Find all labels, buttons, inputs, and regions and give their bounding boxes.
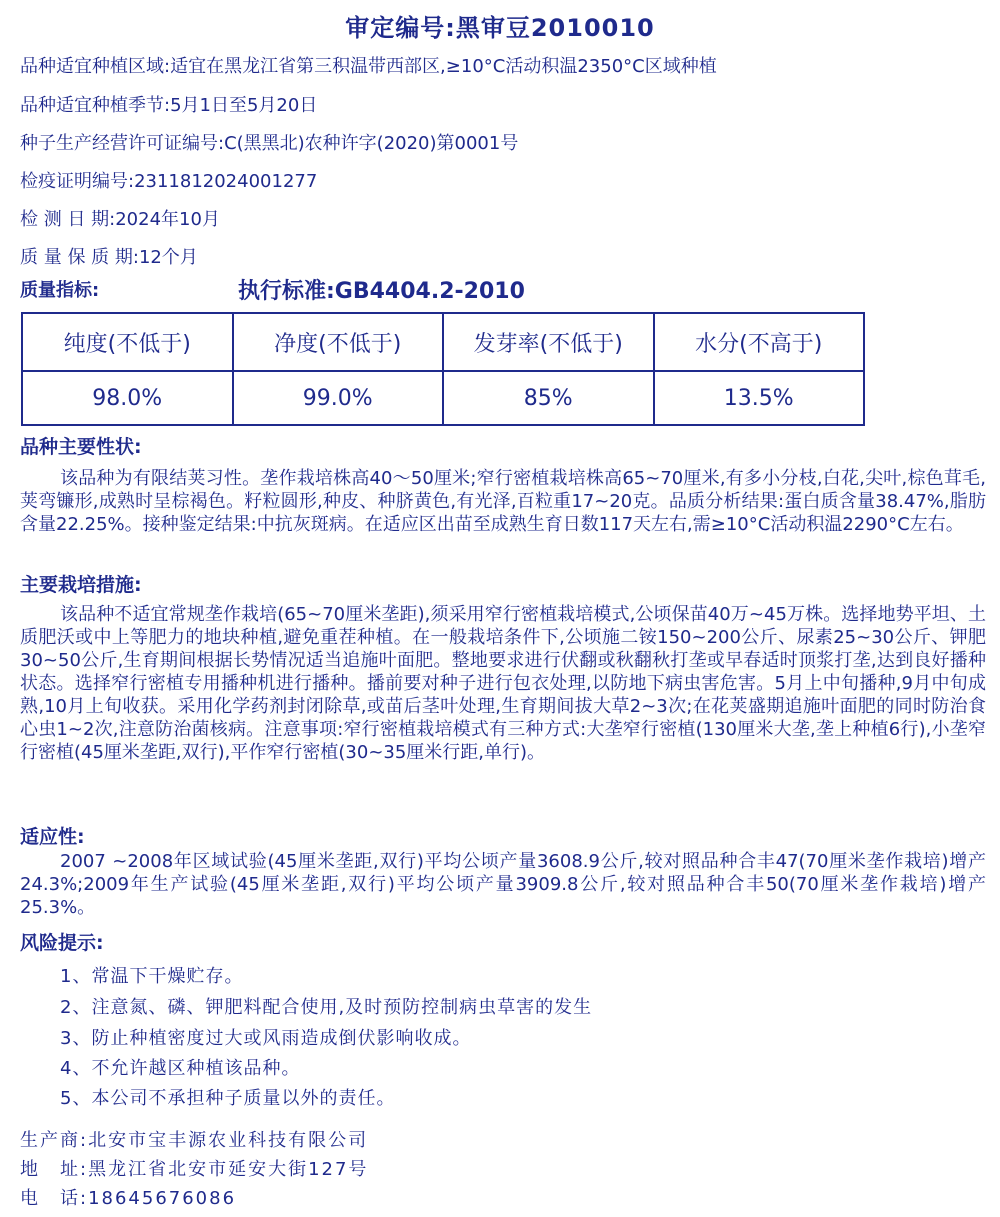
header-cleanliness: 净度(不低于)	[233, 313, 444, 371]
risk-item: 2、注意氮、磷、钾肥料配合使用,及时预防控制病虫草害的发生	[60, 997, 593, 1018]
quality-table	[21, 312, 865, 426]
header-germination: 发芽率(不低于)	[443, 313, 654, 371]
risk-heading: 风险提示:	[20, 932, 104, 954]
adaptability-heading: 适应性:	[20, 826, 85, 848]
traits-heading: 品种主要性状:	[20, 436, 142, 458]
value-germination: 85%	[443, 371, 654, 425]
risk-item: 3、防止种植密度过大或风雨造成倒伏影响收成。	[60, 1028, 472, 1049]
value-purity: 98.0%	[22, 371, 233, 425]
test-date-line: 检 测 日 期:2024年10月	[20, 209, 220, 230]
quality-standard-row	[20, 274, 920, 302]
quality-table-value-row	[22, 371, 864, 425]
value-moisture: 13.5%	[654, 371, 865, 425]
planting-region-line: 品种适宜种植区域:适宜在黑龙江省第三积温带西部区,≥10°C活动积温2350°C区域种植	[20, 56, 717, 77]
risk-item: 5、本公司不承担种子质量以外的责任。	[60, 1088, 396, 1109]
planting-season-line: 品种适宜种植季节:5月1日至5月20日	[20, 95, 318, 116]
header-purity: 纯度(不低于)	[22, 313, 233, 371]
license-number-line: 种子生产经营许可证编号:C(黑黑北)农种许字(2020)第0001号	[20, 133, 519, 154]
shelf-life-line: 质 量 保 质 期:12个月	[20, 247, 198, 268]
cultivation-paragraph: 该品种不适宜常规垄作栽培(65~70厘米垄距),须采用窄行密植栽培模式,公顷保苗40万~45万株。选择地势平坦、土质肥沃或中上等肥力的地块种植,避免重茬种植。在一般栽培条件下,公顷施二铵150~200公斤、尿素25~30公斤、钾肥30~50公斤,生育期间根据长势情况适当追施叶面肥。整地要求进行伏翻或秋翻秋打垄或早春适时顶浆打垄,达到良好播种状态。选择窄行密植专用播种机进行播种。播前要对种子进行包衣处理,以防地下病虫害危害。5月上中旬播种,9月中旬成熟,10月上旬收获。采用化学药剂封闭除草,或苗后茎叶处理,生育期间拔大草2~3次;在花荚盛期追施叶面肥的同时防治食心虫1~2次,注意防治菌核病。注意事项:窄行密植栽培模式有三种方式:大垄窄行密植(130厘米大垄,垄上种植6行),小垄窄行密植(45厘米垄距,双行),平作窄行密植(30~35厘米行距,单行)。	[20, 604, 986, 763]
value-cleanliness: 99.0%	[233, 371, 444, 425]
risk-item: 1、常温下干燥贮存。	[60, 966, 244, 987]
execution-standard: 执行标准:GB4404.2-2010	[238, 279, 525, 304]
cultivation-heading: 主要栽培措施:	[20, 574, 142, 596]
header-moisture: 水分(不高于)	[654, 313, 865, 371]
quality-table-header-row	[22, 313, 864, 371]
risk-item: 4、不允许越区种植该品种。	[60, 1058, 301, 1079]
traits-paragraph: 该品种为有限结荚习性。垄作栽培株高40～50厘米;窄行密植栽培株高65~70厘米,有多小分枝,白花,尖叶,棕色茸毛,荚弯镰形,成熟时呈棕褐色。籽粒圆形,种皮、种脐黄色,有光泽,百粒重17~20克。品质分析结果:蛋白质含量38.47%,脂肪含量22.25%。接种鉴定结果:中抗灰斑病。在适应区出苗至成熟生育日数117天左右,需≥10°C活动积温2290°C左右。	[20, 468, 986, 535]
address-line: 地 址:黑龙江省北安市延安大街127号	[20, 1159, 369, 1180]
quality-indicator-label: 质量指标:	[20, 280, 100, 301]
quarantine-number-line: 检疫证明编号:2311812024001277	[20, 171, 318, 192]
producer-line: 生产商:北安市宝丰源农业科技有限公司	[20, 1130, 369, 1151]
phone-line: 电 话:18645676086	[20, 1188, 237, 1209]
adaptability-paragraph: 2007 ~2008年区域试验(45厘米垄距,双行)平均公顷产量3608.9公斤,较对照品种合丰47(70厘米垄作栽培)增产24.3%;2009年生产试验(45厘米垄距,双行)平均公顷产量3909.8公斤,较对照品种合丰50(70厘米垄作栽培)增产25.3%。	[20, 851, 986, 918]
page-title: 审定编号:黑审豆2010010	[345, 14, 655, 42]
